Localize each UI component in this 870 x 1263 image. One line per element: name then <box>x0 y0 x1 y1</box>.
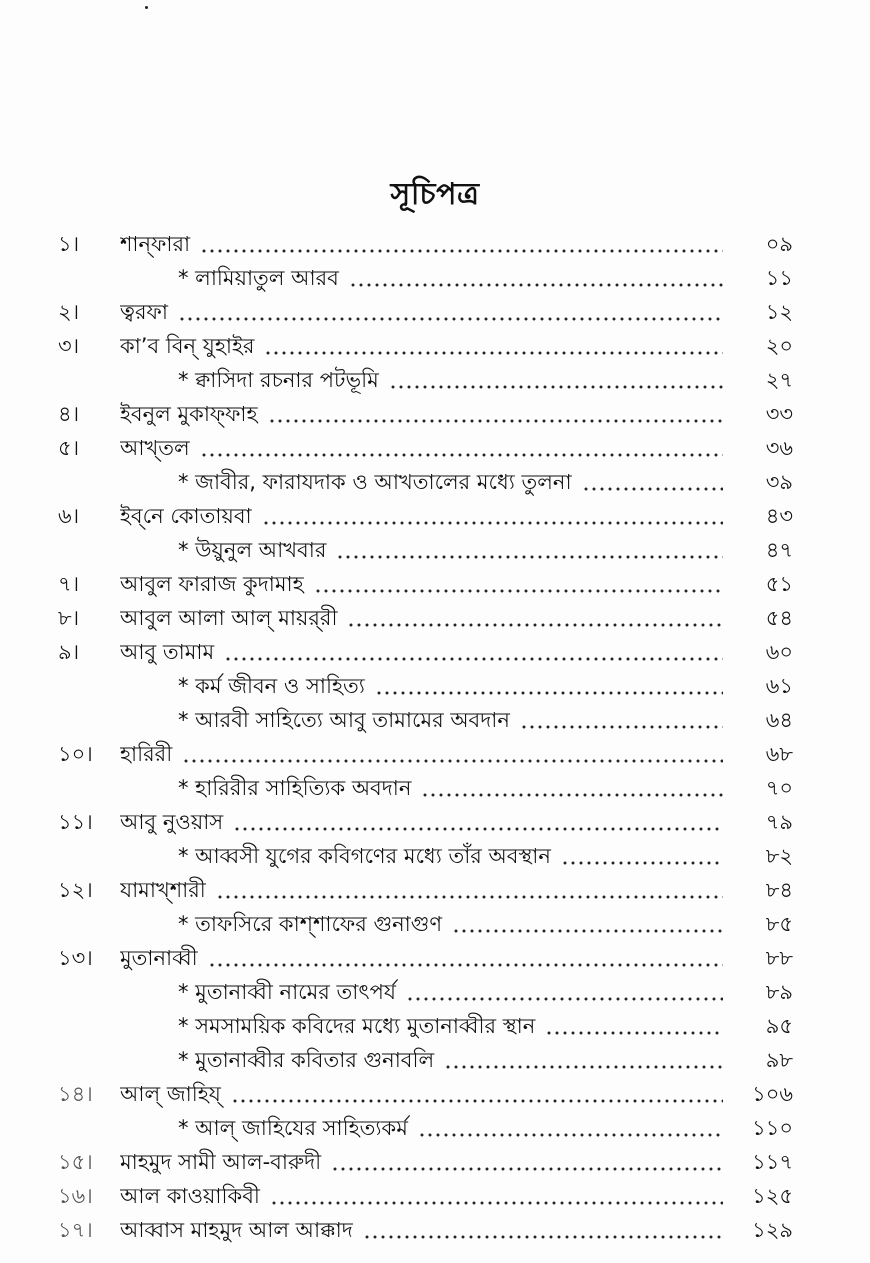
entry-title: আব্বাস মাহমুদ আল আক্কাদ <box>120 1217 353 1242</box>
toc-entry-row <box>58 1180 793 1214</box>
subentry-title: * আরবী সাহিত্যে আবু তামামের অবদান <box>178 707 510 732</box>
toc-subentry-row <box>58 262 793 296</box>
toc-subentry-row <box>58 704 793 738</box>
entry-text-container <box>120 636 735 671</box>
dot-leader <box>224 657 723 661</box>
subentry-title: * ক্বাসিদা রচনার পটভূমি <box>178 367 379 392</box>
entry-title: যামাখ্‌শারী <box>120 877 206 902</box>
entry-text-container <box>120 602 735 637</box>
entry-title: আল্ জাহিয্ <box>120 1081 221 1106</box>
page-number: ০৯ <box>765 231 793 256</box>
page-number: ১২৯ <box>752 1217 793 1242</box>
entry-text-container <box>120 1214 735 1249</box>
toc-entry-row <box>58 432 793 466</box>
toc-subentry-row <box>58 908 793 942</box>
dot-leader <box>347 623 723 627</box>
dot-leader <box>561 861 723 865</box>
dot-leader <box>363 1235 723 1239</box>
page-number: ১২ <box>765 299 793 324</box>
page-number: ৫১ <box>765 571 793 596</box>
toc-subentry-row <box>58 1112 793 1146</box>
page-number: ১০৬ <box>752 1081 793 1106</box>
entry-title: মাহমুদ সামী আল-বারুদী <box>120 1149 322 1174</box>
page-number: ৪৩ <box>765 503 793 528</box>
entry-text-container <box>120 976 735 1011</box>
subentry-title: * কর্ম জীবন ও সাহিত্য <box>178 673 365 698</box>
toc-entry-row <box>58 228 793 262</box>
dot-leader <box>418 1133 723 1137</box>
dot-leader <box>314 589 723 593</box>
toc-entry-row <box>58 636 793 670</box>
entry-text-container <box>120 1044 735 1079</box>
toc-entry-row <box>58 568 793 602</box>
entry-text-container <box>120 364 735 399</box>
entry-title: কা’ব বিন্ যুহাইর <box>120 333 255 358</box>
page-title: সূচিপত্র <box>390 177 480 212</box>
entry-text-container <box>120 262 735 297</box>
subentry-title: * উয়ুনুল আখবার <box>178 537 327 562</box>
dot-leader <box>520 725 723 729</box>
dot-leader <box>349 283 723 287</box>
dot-leader <box>389 385 723 389</box>
toc-entry-row <box>58 398 793 432</box>
toc-entry-row <box>58 1078 793 1112</box>
subentry-title: * মুতানাব্বী নামের তাৎপর্য <box>178 979 396 1004</box>
subentry-title: * মুতানাব্বীর কবিতার গুনাবলি <box>178 1047 435 1072</box>
toc-subentry-row <box>58 840 793 874</box>
entry-text-container <box>120 772 735 807</box>
entry-title: আখ্‌তল <box>120 435 190 460</box>
entry-text-container <box>120 806 735 841</box>
dot-leader <box>406 997 723 1001</box>
page-number: ৯৫ <box>765 1013 793 1038</box>
page-number: ৬৮ <box>765 741 793 766</box>
entry-text-container <box>120 670 735 705</box>
page-number: ৮৫ <box>765 911 793 936</box>
dot-leader <box>545 1031 723 1035</box>
entry-number: ৯। <box>58 639 80 664</box>
toc-subentry-row <box>58 466 793 500</box>
table-of-contents <box>58 228 793 1248</box>
toc-subentry-row <box>58 1044 793 1078</box>
page-number: ৮৮ <box>765 945 793 970</box>
page-number: ৩৬ <box>765 435 793 460</box>
entry-text-container <box>120 330 735 365</box>
page-number: ৩৯ <box>765 469 793 494</box>
entry-text-container <box>120 942 735 977</box>
entry-number: ৩। <box>58 333 80 358</box>
dot-leader <box>200 249 723 253</box>
toc-subentry-row <box>58 670 793 704</box>
entry-title: আবুল আলা আল্ মায়র্‌রী <box>120 605 338 630</box>
entry-text-container <box>120 908 735 943</box>
page-number: ২০ <box>765 333 793 358</box>
entry-text-container <box>120 398 735 433</box>
dot-leader <box>336 555 723 559</box>
toc-entry-row <box>58 874 793 908</box>
entry-title: ইব্‌নে কোতায়বা <box>120 503 252 528</box>
entry-number: ৮। <box>58 605 80 630</box>
dot-leader <box>216 895 723 899</box>
toc-subentry-row <box>58 364 793 398</box>
entry-number: ১২। <box>58 877 93 902</box>
entry-text-container <box>120 568 735 603</box>
page-number: ৭৯ <box>765 809 793 834</box>
entry-text-container <box>120 466 735 501</box>
page-number: ১১৭ <box>752 1149 793 1174</box>
page-number: ৫৪ <box>765 605 793 630</box>
dot-leader <box>233 827 723 831</box>
entry-number: ৫। <box>58 435 80 460</box>
entry-number: ১০। <box>58 741 93 766</box>
dot-leader <box>182 759 723 763</box>
dot-leader <box>268 419 723 423</box>
toc-subentry-row <box>58 976 793 1010</box>
toc-subentry-row <box>58 772 793 806</box>
toc-entry-row <box>58 738 793 772</box>
page-number: ১১০ <box>752 1115 793 1140</box>
entry-title: হারিরী <box>120 741 173 766</box>
entry-text-container <box>120 738 735 773</box>
entry-text-container <box>120 1010 735 1045</box>
entry-number: ১৩। <box>58 945 93 970</box>
dot-leader <box>331 1167 723 1171</box>
entry-number: ২। <box>58 299 80 324</box>
toc-entry-row <box>58 1146 793 1180</box>
entry-title: আবু তামাম <box>120 639 215 664</box>
page-number: ৭০ <box>765 775 793 800</box>
entry-text-container <box>120 1112 735 1147</box>
entry-text-container <box>120 1180 735 1215</box>
page-number: ১১ <box>765 265 793 290</box>
page-number: ৮৯ <box>765 979 793 1004</box>
subentry-title: * তাফসিরে কাশ্‌শাফের গুনাগুণ <box>178 911 443 936</box>
entry-text-container <box>120 840 735 875</box>
page-number: ২৭ <box>765 367 793 392</box>
subentry-title: * সমসাময়িক কবিদের মধ্যে মুতানাব্বীর স্থান <box>178 1013 536 1038</box>
entry-title: আবু নুওয়াস <box>120 809 224 834</box>
page-number: ৬৪ <box>765 707 793 732</box>
entry-number: ৬। <box>58 503 80 528</box>
dot-leader <box>270 1201 723 1205</box>
entry-number: ১৭। <box>58 1217 93 1242</box>
toc-entry-row <box>58 942 793 976</box>
toc-subentry-row <box>58 1010 793 1044</box>
page-number: ৮২ <box>765 843 793 868</box>
ink-speck <box>145 6 148 9</box>
subentry-title: * জাবীর, ফারাযদাক ও আখতালের মধ্যে তুলনা <box>178 469 572 494</box>
dot-leader <box>231 1099 723 1103</box>
entry-text-container <box>120 874 735 909</box>
page-number: ৪৭ <box>765 537 793 562</box>
toc-subentry-row <box>58 534 793 568</box>
dot-leader <box>444 1065 723 1069</box>
toc-entry-row <box>58 1214 793 1248</box>
entry-number: ১৫। <box>58 1149 93 1174</box>
entry-text-container <box>120 228 735 263</box>
toc-entry-row <box>58 500 793 534</box>
entry-number: ১১। <box>58 809 93 834</box>
entry-title: ইবনুল মুকাফ্‌ফাহ <box>120 401 258 426</box>
entry-title: ত্বরফা <box>120 299 168 324</box>
toc-entry-row <box>58 296 793 330</box>
entry-text-container <box>120 704 735 739</box>
dot-leader <box>375 691 723 695</box>
page-number: ৩৩ <box>765 401 793 426</box>
page-number: ৬১ <box>765 673 793 698</box>
entry-number: ১৪। <box>58 1081 93 1106</box>
subentry-title: * লামিয়াতুল আরব <box>178 265 339 290</box>
dot-leader <box>421 793 723 797</box>
page-number: ৮৪ <box>765 877 793 902</box>
dot-leader <box>200 453 723 457</box>
page-number: ৬০ <box>765 639 793 664</box>
entry-text-container <box>120 534 735 569</box>
entry-title: শান্‌ফারা <box>120 231 191 256</box>
dot-leader <box>208 963 723 967</box>
entry-number: ৪। <box>58 401 80 426</box>
dot-leader <box>264 351 723 355</box>
entry-number: ১৬। <box>58 1183 93 1208</box>
page-number: ১২৫ <box>752 1183 793 1208</box>
entry-title: আবুল ফারাজ কুদামাহ <box>120 571 304 596</box>
subentry-title: * হারিরীর সাহিত্যিক অবদান <box>178 775 412 800</box>
page-number: ৯৮ <box>765 1047 793 1072</box>
dot-leader <box>178 317 723 321</box>
entry-title: মুতানাব্বী <box>120 945 198 970</box>
subentry-title: * আব্বসী যুগের কবিগণের মধ্যে তাঁর অবস্থান <box>178 843 551 868</box>
toc-entry-row <box>58 330 793 364</box>
entry-number: ৭। <box>58 571 80 596</box>
toc-entry-row <box>58 602 793 636</box>
entry-text-container <box>120 500 735 535</box>
entry-number: ১। <box>58 231 80 256</box>
toc-entry-row <box>58 806 793 840</box>
entry-text-container <box>120 1078 735 1113</box>
entry-title: আল কাওয়াকিবী <box>120 1183 260 1208</box>
entry-text-container <box>120 432 735 467</box>
dot-leader <box>452 929 723 933</box>
dot-leader <box>582 487 723 491</box>
dot-leader <box>262 521 723 525</box>
entry-text-container <box>120 296 735 331</box>
subentry-title: * আল্ জাহিযের সাহিত্যকর্ম <box>178 1115 408 1140</box>
entry-text-container <box>120 1146 735 1181</box>
